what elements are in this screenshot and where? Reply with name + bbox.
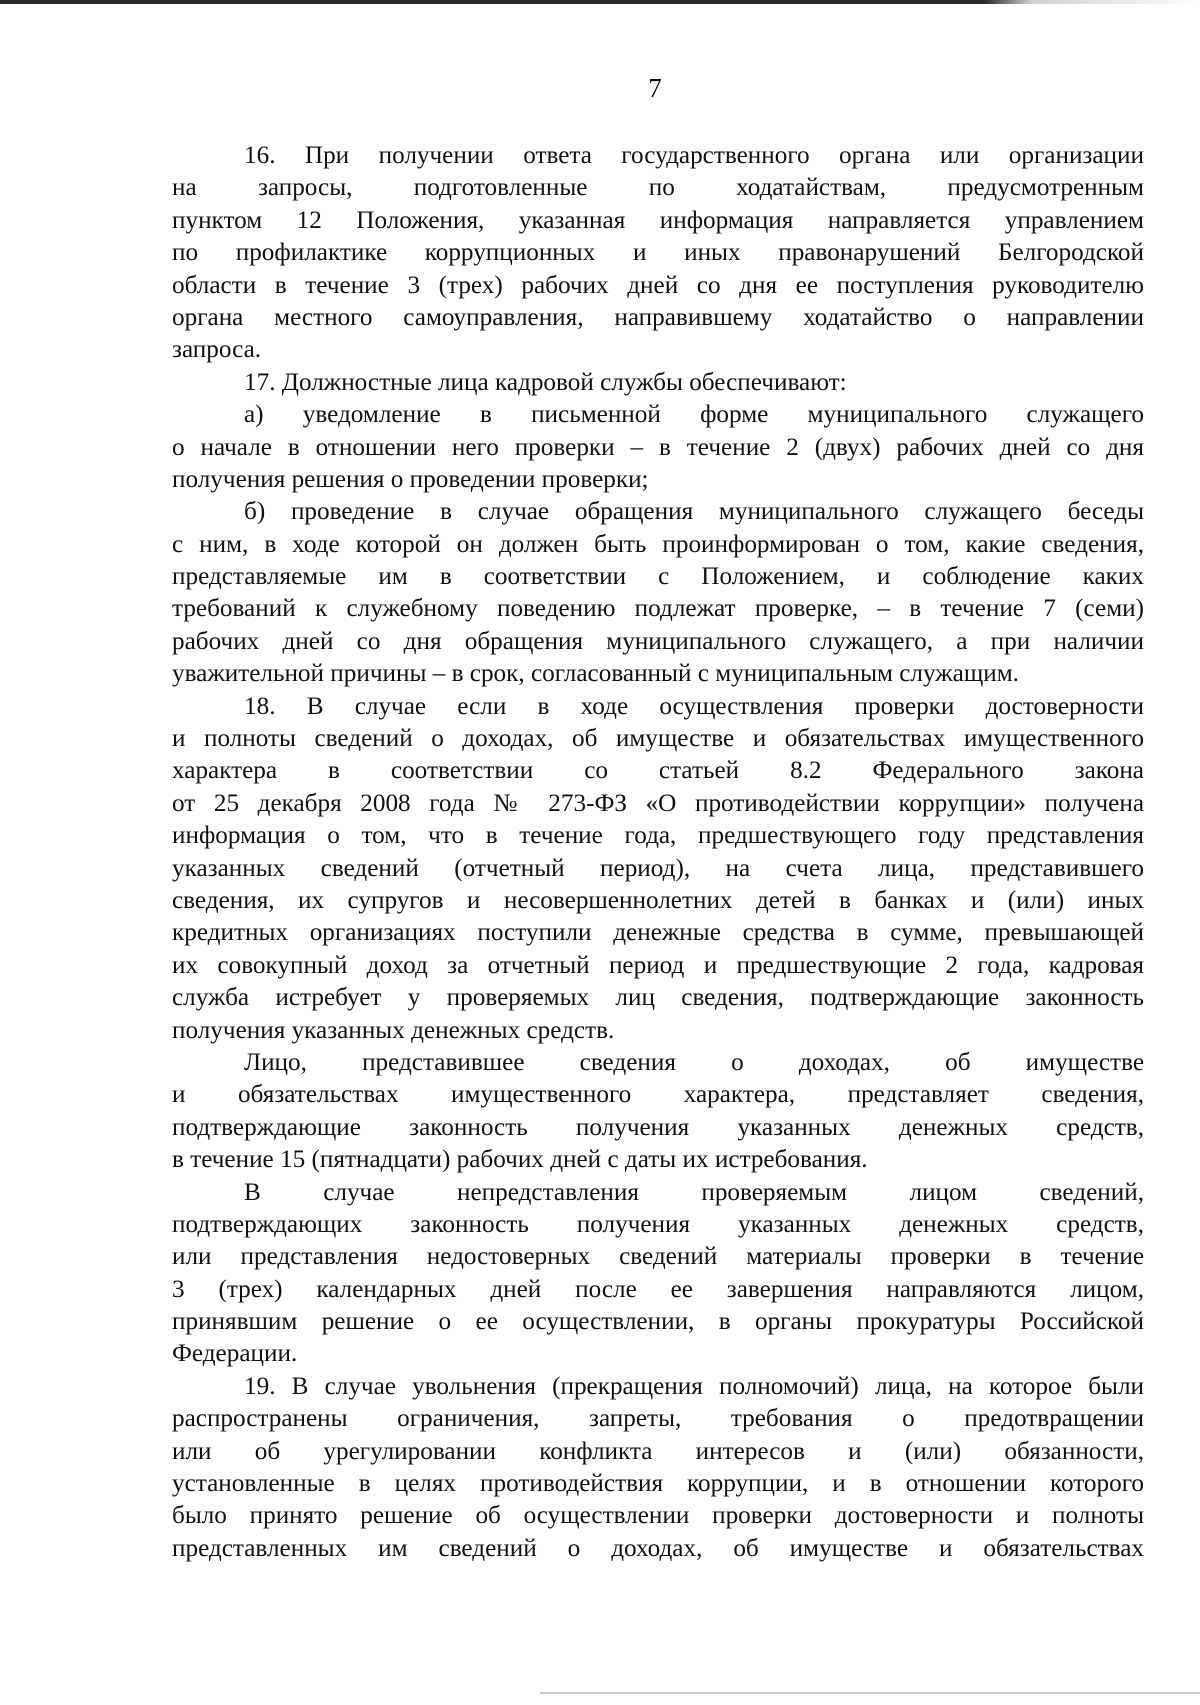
text-line: с ним, в ходе которой он должен быть проинформирован о том, какие сведения, [172,530,1144,558]
scan-edge-bottom [540,1692,1200,1694]
text-line: запроса. [172,336,262,364]
text-line: требований к служебному поведению подлежат проверке, – в течение 7 (семи) [172,595,1144,623]
text-line: сведения, их супругов и несовершеннолетних детей в банках и (или) иных [172,886,1144,914]
text-line: пунктом 12 Положения, указанная информация направляется управлением [172,206,1144,234]
text-line: информация о том, что в течение года, предшествующего году представления [172,822,1144,850]
text-line: указанных сведений (отчетный период), на счета лица, представившего [172,854,1144,882]
text-line: и полноты сведений о доходах, об имуществе и обязательствах имущественного [172,725,1144,753]
text-line: кредитных организациях поступили денежные средства в сумме, превышающей [172,919,1144,947]
text-line: органа местного самоуправления, направившему ходатайство о направлении [172,303,1144,331]
text-line: получения решения о проведении проверки; [172,465,649,493]
text-line: и обязательствах имущественного характера, представляет сведения, [172,1081,1144,1109]
text-line: 19. В случае увольнения (прекращения полномочий) лица, на которое были [244,1372,1144,1400]
scan-edge-top [0,0,1200,4]
text-line: в течение 15 (пятнадцати) рабочих дней с даты их истребования. [172,1146,868,1174]
text-line: Лицо, представившее сведения о доходах, об имуществе [244,1048,1144,1076]
text-line: было принято решение об осуществлении проверки достоверности и полноты [172,1502,1144,1530]
text-line: 16. При получении ответа государственного органа или организации [244,142,1144,169]
text-line: а) уведомление в письменной форме муниципального служащего [244,401,1144,429]
text-line: 3 (трех) календарных дней после ее завершения направляются лицом, [172,1275,1144,1303]
text-line: б) проведение в случае обращения муниципального служащего беседы [244,498,1144,526]
text-line: представляемые им в соответствии с Положением, и соблюдение каких [172,563,1144,591]
text-line: получения указанных денежных средств. [172,1016,615,1044]
text-line: Федерации. [172,1340,298,1368]
text-line: характера в соответствии со статьей 8.2 Федерального закона [172,757,1144,785]
text-line: от 25 декабря 2008 года № 273-ФЗ «О противодействии коррупции» получена [172,789,1144,817]
text-line: о начале в отношении него проверки – в течение 2 (двух) рабочих дней со дня [172,433,1144,461]
text-line: по профилактике коррупционных и иных правонарушений Белгородской [172,239,1144,267]
text-line: служба истребует у проверяемых лиц сведения, подтверждающие законность [172,984,1144,1012]
text-line: подтверждающих законность получения указанных денежных средств, [172,1210,1144,1238]
text-line: рабочих дней со дня обращения муниципального служащего, а при наличии [172,627,1144,655]
page-number: 7 [648,73,662,103]
text-line: представленных им сведений о доходах, об имуществе и обязательствах [172,1534,1144,1562]
text-line: на запросы, подготовленные по ходатайствам, предусмотренным [172,174,1144,202]
text-line: или об урегулировании конфликта интересов и (или) обязанности, [172,1437,1144,1465]
text-line: распространены ограничения, запреты, требования о предотвращении [172,1405,1144,1433]
text-line: 17. Должностные лица кадровой службы обеспечивают: [244,368,847,396]
text-line: подтверждающие законность получения указанных денежных средств, [172,1113,1144,1141]
text-line: 18. В случае если в ходе осуществления проверки достоверности [244,692,1144,720]
text-line: их совокупный доход за отчетный период и предшествующие 2 года, кадровая [172,951,1144,979]
text-line: принявшим решение о ее осуществлении, в органы прокуратуры Российской [172,1308,1144,1336]
text-line: или представления недостоверных сведений материалы проверки в течение [172,1243,1144,1271]
text-line: области в течение 3 (трех) рабочих дней со дня ее поступления руководителю [172,271,1144,299]
text-line: установленные в целях противодействия коррупции, и в отношении которого [172,1470,1144,1498]
text-line: В случае непредставления проверяемым лицом сведений, [244,1178,1144,1206]
text-line: уважительной причины – в срок, согласованный с муниципальным служащим. [172,660,1019,688]
document-body [172,140,1144,1565]
